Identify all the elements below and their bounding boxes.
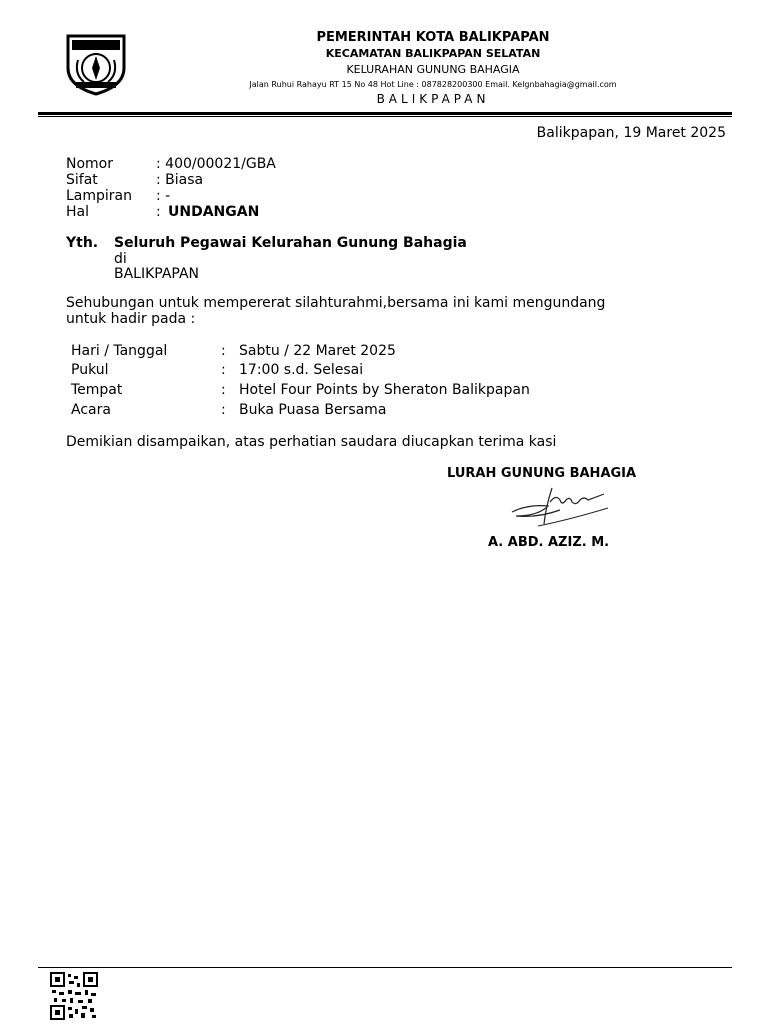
- hal-colon: :: [156, 204, 161, 220]
- detail-label-date: Hari / Tanggal: [71, 343, 168, 359]
- letterhead-district: KECAMATAN BALIKPAPAN SELATAN: [325, 47, 541, 60]
- intro-line-1: Sehubungan untuk mempererat silahturahmi,bersama ini kami mengundang: [66, 295, 606, 311]
- detail-label-place: Tempat: [71, 382, 123, 398]
- detail-label-time: Pukul: [71, 362, 109, 378]
- recipient-yth: Yth.: [66, 235, 99, 251]
- detail-colon: :: [221, 382, 226, 398]
- sifat-label: Sifat: [66, 172, 98, 188]
- detail-label-event: Acara: [71, 402, 111, 418]
- letterhead-address: Jalan Ruhui Rahayu RT 15 No 48 Hot Line : 087828200300 Email. Kelgnbahagia@gmail.com: [249, 80, 617, 89]
- letterhead-subdistrict: KELURAHAN GUNUNG BAHAGIA: [346, 63, 520, 76]
- detail-value-place: Hotel Four Points by Sheraton Balikpapan: [239, 382, 530, 398]
- qr-code-icon: [50, 972, 98, 1020]
- handwritten-signature-icon: [508, 486, 612, 530]
- letterhead-rule-thin: [38, 116, 732, 117]
- detail-colon: :: [221, 402, 226, 418]
- signature-title: LURAH GUNUNG BAHAGIA: [447, 466, 637, 481]
- detail-colon: :: [221, 362, 226, 378]
- lampiran-value: : -: [156, 188, 171, 204]
- detail-value-time: 17:00 s.d. Selesai: [239, 362, 364, 378]
- nomor-value: : 400/00021/GBA: [156, 156, 276, 172]
- closing-text: Demikian disampaikan, atas perhatian saudara diucapkan terima kasi: [66, 434, 557, 450]
- footer-rule: [38, 967, 732, 968]
- recipient-name: Seluruh Pegawai Kelurahan Gunung Bahagia: [114, 235, 467, 251]
- recipient-di: di: [114, 251, 127, 267]
- hal-label: Hal: [66, 204, 89, 220]
- nomor-label: Nomor: [66, 156, 113, 172]
- city-emblem-icon: [64, 30, 128, 96]
- sifat-value: : Biasa: [156, 172, 204, 188]
- signatory-name: A. ABD. AZIZ. M.: [488, 535, 610, 550]
- hal-value: UNDANGAN: [168, 204, 260, 220]
- detail-value-event: Buka Puasa Bersama: [239, 402, 387, 418]
- letterhead-government: PEMERINTAH KOTA BALIKPAPAN: [316, 30, 550, 45]
- letter-date: Balikpapan, 19 Maret 2025: [536, 125, 726, 141]
- lampiran-label: Lampiran: [66, 188, 133, 204]
- detail-colon: :: [221, 343, 226, 359]
- intro-line-2: untuk hadir pada :: [66, 311, 196, 327]
- letterhead-rule-thick: [38, 112, 732, 115]
- recipient-city: BALIKPAPAN: [114, 266, 200, 282]
- letterhead-city: BALIKPAPAN: [376, 92, 490, 106]
- detail-value-date: Sabtu / 22 Maret 2025: [239, 343, 396, 359]
